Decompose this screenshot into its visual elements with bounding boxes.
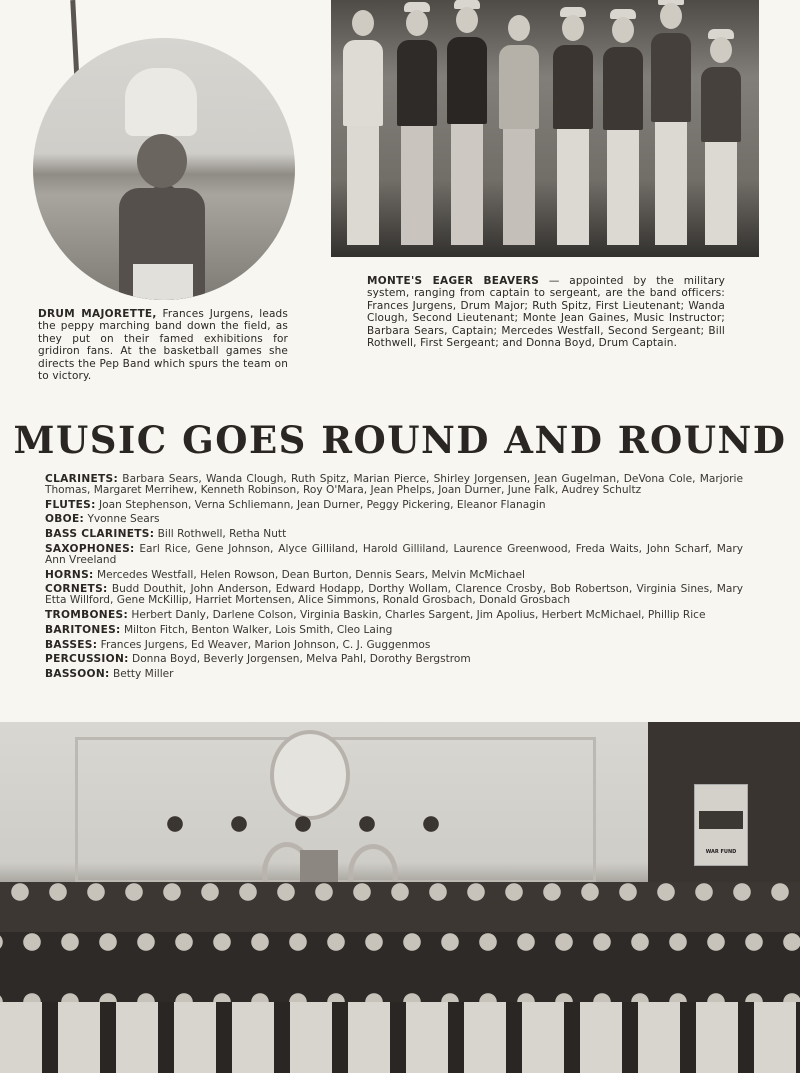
caption-body: — appointed by the military system, ranging from captain to sergeant, are the band officers: Frances Jurgens, Drum Major; Ruth Spitz, First Lieutenant; Wanda Clough, Second Lieutenant; Monte Jean Gaines, Music Instructor; Barbara Sears, Captain; Mercedes Westfall, Second Sergeant; Bill Rothwell, First Sergeant; and Donna Boyd, Drum Captain. — [367, 275, 725, 350]
caption-lead: DRUM MAJORETTE, — [38, 308, 157, 320]
roster-section-oboe: OBOE: Yvonne Sears — [45, 513, 160, 526]
caption-lead: MONTE'S EAGER BEAVERS — [367, 275, 540, 287]
wall-emblem — [270, 730, 350, 820]
plumed-hat — [125, 68, 197, 136]
roster-section-baritones: BARITONES: Milton Fitch, Benton Walker, Lois Smith, Cleo Laing — [45, 623, 393, 636]
roster-section-trombones: TROMBONES: Herbert Danly, Darlene Colson, Virginia Baskin, Charles Sargent, Jim Apolius, Herbert McMichael, Phillip Rice — [45, 608, 706, 621]
caption-body: Frances Jurgens, leads the peppy marching band down the field, as they put on their famed exhibitions for gridiron fans. At the basketball games she directs the Pep Band which spurs the team on to victory. — [38, 308, 288, 383]
officer-figure — [651, 33, 691, 245]
full-band-photo — [0, 722, 800, 1073]
roster-section-percussion: PERCUSSION: Donna Boyd, Beverly Jorgensen, Melva Pahl, Dorothy Bergstrom — [45, 653, 471, 666]
officer-figure — [447, 37, 487, 245]
officer-figure — [397, 40, 437, 245]
drum-majorette-photo — [33, 38, 295, 300]
page-title: MUSIC GOES ROUND AND ROUND — [13, 418, 787, 462]
seated-row-front — [0, 1002, 800, 1073]
roster-section-basses: BASSES: Frances Jurgens, Ed Weaver, Marion Johnson, C. J. Guggenmos — [45, 638, 431, 651]
band-officers-photo — [331, 0, 759, 257]
majorette-head — [137, 134, 187, 188]
roster-section-cornets: CORNETS: Budd Douthit, John Anderson, Edward Hodapp, Dorthy Wollam, Clarence Crosby, Bob Robertson, Virginia Sines, Mary Etta Willford, Gene McKillip, Harriet Mortensen, Alice Simmons, Ronald Grosbach, Donald Grosbach — [45, 583, 743, 607]
officer-figure — [343, 40, 383, 245]
majorette-skirt — [133, 264, 193, 300]
officer-figure — [499, 45, 539, 245]
roster-section-bass-clarinets: BASS CLARINETS: Bill Rothwell, Retha Nutt — [45, 528, 287, 541]
roster-section-clarinets: CLARINETS: Barbara Sears, Wanda Clough, Ruth Spitz, Marian Pierce, Shirley Jorgensen, Jean Gugelman, DeVona Cole, Marjorie Thomas, Margaret Merrihew, Kenneth Robinson, Roy O'Mara, Jean Phelps, Joan Durner, June Falk, Audrey Schultz — [45, 473, 743, 496]
band-officers-caption — [367, 275, 725, 349]
roster-section-flutes: FLUTES: Joan Stephenson, Verna Schliemann, Jean Durner, Peggy Pickering, Eleanor Flanagin — [45, 498, 546, 511]
officer-figure — [701, 67, 741, 245]
drum-majorette-caption — [38, 308, 288, 382]
seated-row-middle — [0, 932, 800, 1002]
roster-section-bassoon: BASSOON: Betty Miller — [45, 668, 174, 681]
war-fund-poster: WAR FUND — [694, 784, 748, 866]
roster-section-saxophones: SAXOPHONES: Earl Rice, Gene Johnson, Alyce Gilliland, Harold Gilliland, Laurence Greenwood, Freda Waits, John Scharf, Mary Ann Vreeland — [45, 542, 743, 566]
officer-figure — [603, 47, 643, 245]
band-roster — [45, 474, 743, 684]
roster-section-horns: HORNS: Mercedes Westfall, Helen Rowson, Dean Burton, Dennis Sears, Melvin McMichael — [45, 568, 525, 581]
officer-figure — [553, 45, 593, 245]
